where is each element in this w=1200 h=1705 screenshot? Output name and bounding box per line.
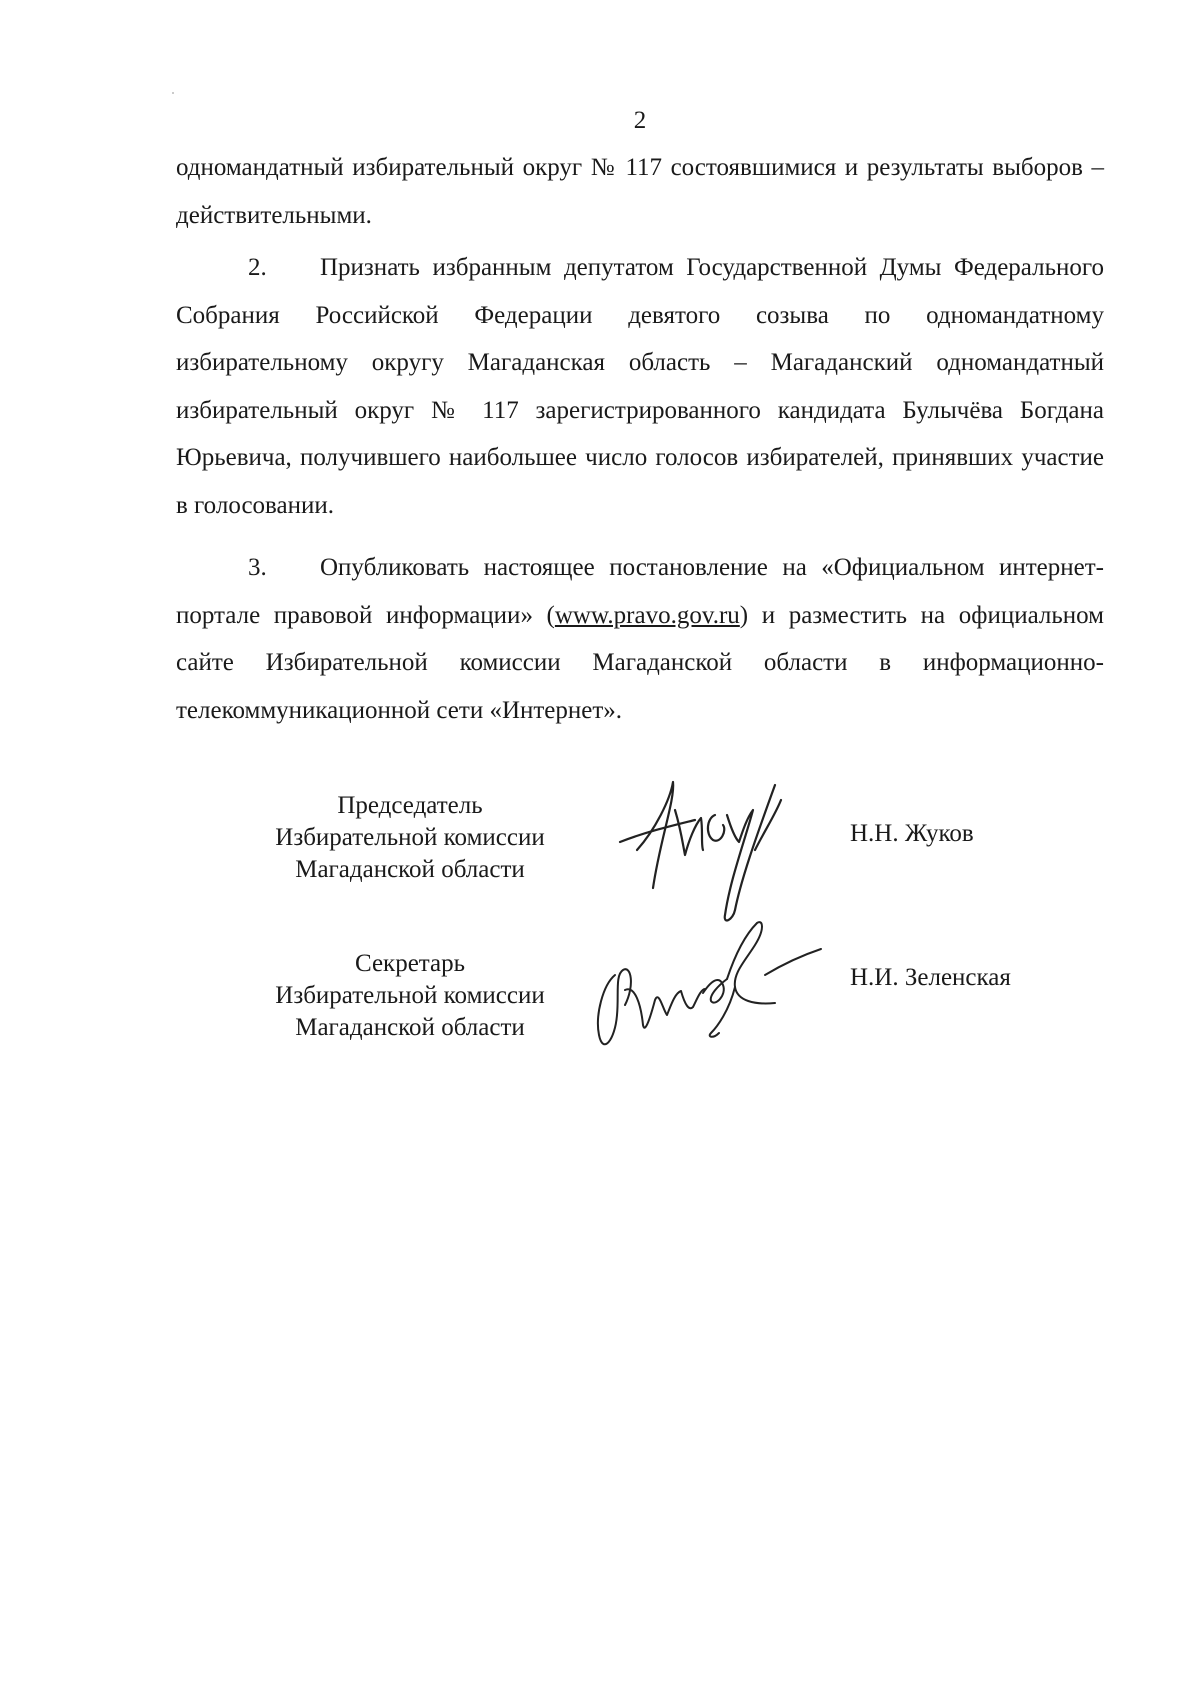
pravo-link[interactable]: www.pravo.gov.ru	[554, 601, 740, 629]
secretary-name: Н.И. Зеленская	[850, 964, 1011, 991]
chairman-title-line: Магаданской области	[295, 856, 525, 883]
paragraph-item-2	[176, 244, 1104, 529]
chairman-title-line: Избирательной комиссии	[275, 824, 545, 851]
chairman-title	[220, 790, 600, 886]
paragraph-text: Опубликовать настоящее постановление на «Официальном интернет-портале правовой информации» (	[176, 554, 1104, 629]
page-number: 2	[633, 107, 647, 134]
paragraph-number: 3.	[248, 554, 267, 581]
chairman-name: Н.Н. Жуков	[850, 820, 974, 847]
secretary-title-line: Магаданской области	[295, 1014, 525, 1041]
chairman-title-line: Председатель	[337, 792, 483, 819]
paragraph-text: одномандатный избирательный округ № 117 состоявшимися и результаты выборов – действительными.	[176, 154, 1104, 229]
secretary-title-line: Секретарь	[354, 950, 466, 977]
secretary-title	[220, 948, 600, 1044]
secretary-signature-icon	[585, 915, 835, 1065]
paragraph-text: Признать избранным депутатом Государственной Думы Федерального Собрания Российской Федерации девятого созыва по одномандатному избирательному округу Магаданская область – Магаданский одномандатный избирательный округ № 117 зарегистрированного кандидата Булычёва Богдана Юрьевича, получившего наибольшее число голосов избирателей, принявших участие в голосовании.	[176, 254, 1104, 519]
paragraph-text: ) и разместить на официальном сайте Избирательной комиссии Магаданской области в информационно-телекоммуникационной сети «Интернет».	[176, 601, 1104, 724]
chairman-signature-icon	[615, 770, 795, 930]
paragraph-number: 2.	[248, 254, 267, 281]
paragraph-item-3	[176, 544, 1104, 734]
secretary-title-line: Избирательной комиссии	[275, 982, 545, 1009]
paragraph-continuation	[176, 144, 1104, 239]
scan-speck	[172, 92, 174, 94]
